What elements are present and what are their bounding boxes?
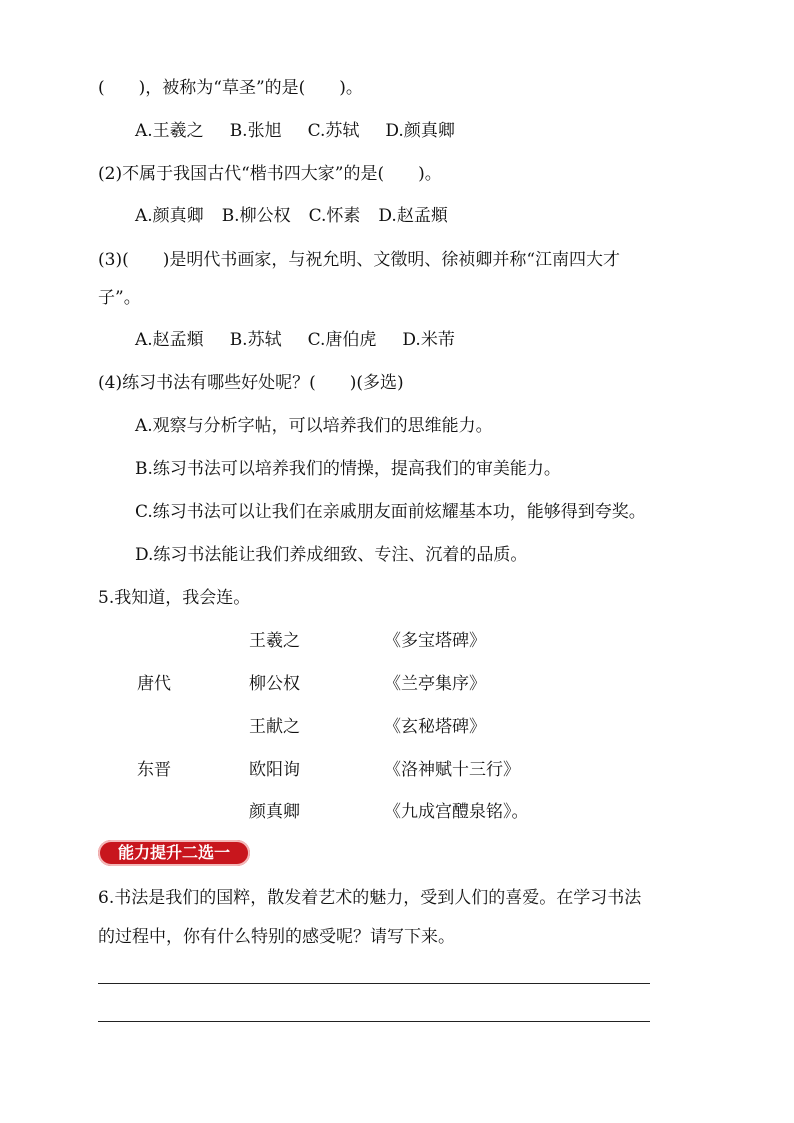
- q4-stem: (4)练习书法有哪些好处呢？( )(多选): [98, 373, 404, 393]
- q4-option-a: A.观察与分析字帖，可以培养我们的思维能力。: [135, 416, 493, 436]
- q2-option-d: D.赵孟頫: [378, 206, 448, 226]
- work-3: 《玄秘塔碑》: [384, 717, 486, 737]
- q4-option-d: D.练习书法能让我们养成细致、专注、沉着的品质。: [135, 545, 528, 565]
- q1-stem: ( )，被称为“草圣”的是( )。: [98, 78, 363, 98]
- dynasty-1: 唐代: [137, 674, 171, 694]
- calligrapher-3: 王献之: [249, 717, 300, 737]
- q6-line1: 6.书法是我们的国粹，散发着艺术的魅力，受到人们的喜爱。在学习书法: [98, 888, 642, 908]
- work-5: 《九成宫醴泉铭》。: [384, 802, 529, 822]
- q6-line2: 的过程中，你有什么特别的感受呢？请写下来。: [98, 927, 455, 947]
- q1-option-a: A.王羲之: [135, 121, 204, 141]
- q4-option-b: B.练习书法可以培养我们的情操，提高我们的审美能力。: [135, 459, 561, 479]
- q3-option-b: B.苏轼: [229, 330, 282, 350]
- q1-option-d: D.颜真卿: [385, 121, 455, 141]
- q3-stem-line2: 子”。: [98, 288, 141, 308]
- q2-option-b: B.柳公权: [221, 206, 291, 226]
- q3-stem-line1: (3)( )是明代书画家，与祝允明、文徵明、徐祯卿并称“江南四大才: [98, 250, 621, 270]
- q1-option-b: B.张旭: [229, 121, 282, 141]
- q4-option-c: C.练习书法可以让我们在亲戚朋友面前炫耀基本功，能够得到夸奖。: [135, 502, 646, 522]
- work-2: 《兰亭集序》: [384, 674, 486, 694]
- q1-options: [135, 119, 481, 143]
- dynasty-2: 东晋: [137, 760, 171, 780]
- work-1: 《多宝塔碑》: [384, 631, 486, 651]
- q5-title: 5.我知道，我会连。: [98, 588, 251, 608]
- q2-options: [135, 204, 474, 228]
- q3-option-c: C.唐伯虎: [307, 330, 377, 350]
- answer-line-2[interactable]: [98, 1021, 650, 1022]
- calligrapher-4: 欧阳询: [249, 760, 300, 780]
- q2-option-c: C.怀素: [308, 206, 361, 226]
- q3-option-a: A.赵孟頫: [135, 330, 204, 350]
- q3-options: [135, 328, 481, 352]
- q3-option-d: D.米芾: [402, 330, 455, 350]
- calligrapher-1: 王羲之: [249, 631, 300, 651]
- calligrapher-5: 颜真卿: [249, 802, 300, 822]
- q1-option-c: C.苏轼: [307, 121, 360, 141]
- q2-stem: (2)不属于我国古代“楷书四大家”的是( )。: [98, 164, 442, 184]
- work-4: 《洛神赋十三行》: [384, 760, 520, 780]
- calligrapher-2: 柳公权: [249, 674, 300, 694]
- answer-line-1[interactable]: [98, 983, 650, 984]
- section-badge: 能力提升二选一: [98, 840, 250, 866]
- q2-option-a: A.颜真卿: [135, 206, 204, 226]
